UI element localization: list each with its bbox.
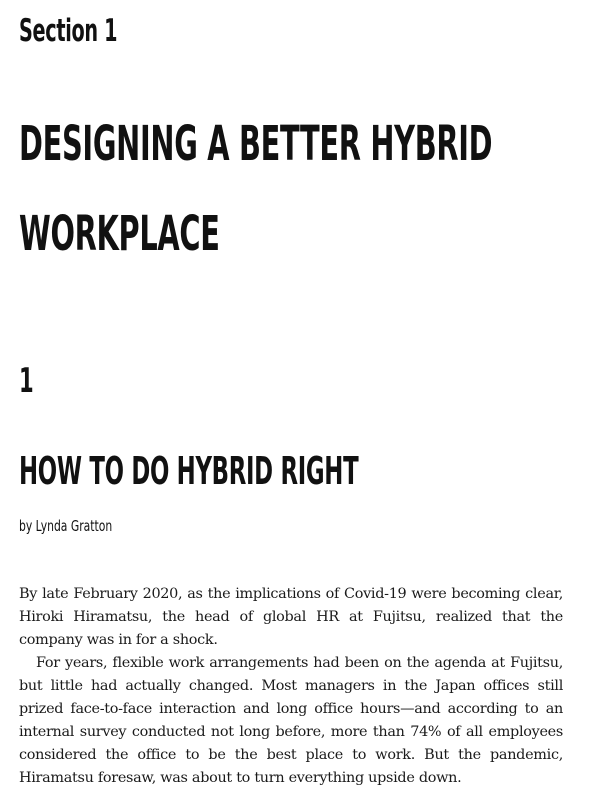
- chapter-title: HOW TO DO HYBRID RIGHT: [19, 449, 359, 493]
- section-title-line-2: WORKPLACE: [19, 206, 220, 262]
- body-paragraph-2: For years, flexible work arrangements had been on the agenda at Fujitsu, but little had actually changed. Most managers in the Japan offices still prized face-to-face interaction and long office hours—and according to an internal survey conducted not long before, more than 74% of all employees considered the office to be the best place to work. But the pandemic, Hiramatsu foresaw, was about to turn everything upside down.: [19, 655, 563, 786]
- chapter-number: 1: [19, 361, 34, 401]
- body-paragraph-1: By late February 2020, as the implications of Covid-19 were becoming clear, Hiroki Hiramatsu, the head of global HR at Fujitsu, realized that the company was in for a shock.: [19, 586, 563, 648]
- section-title-line-1: DESIGNING A BETTER HYBRID: [19, 116, 493, 172]
- body-text: [19, 583, 563, 790]
- author-byline: by Lynda Gratton: [19, 517, 113, 535]
- section-label: Section 1: [19, 13, 118, 49]
